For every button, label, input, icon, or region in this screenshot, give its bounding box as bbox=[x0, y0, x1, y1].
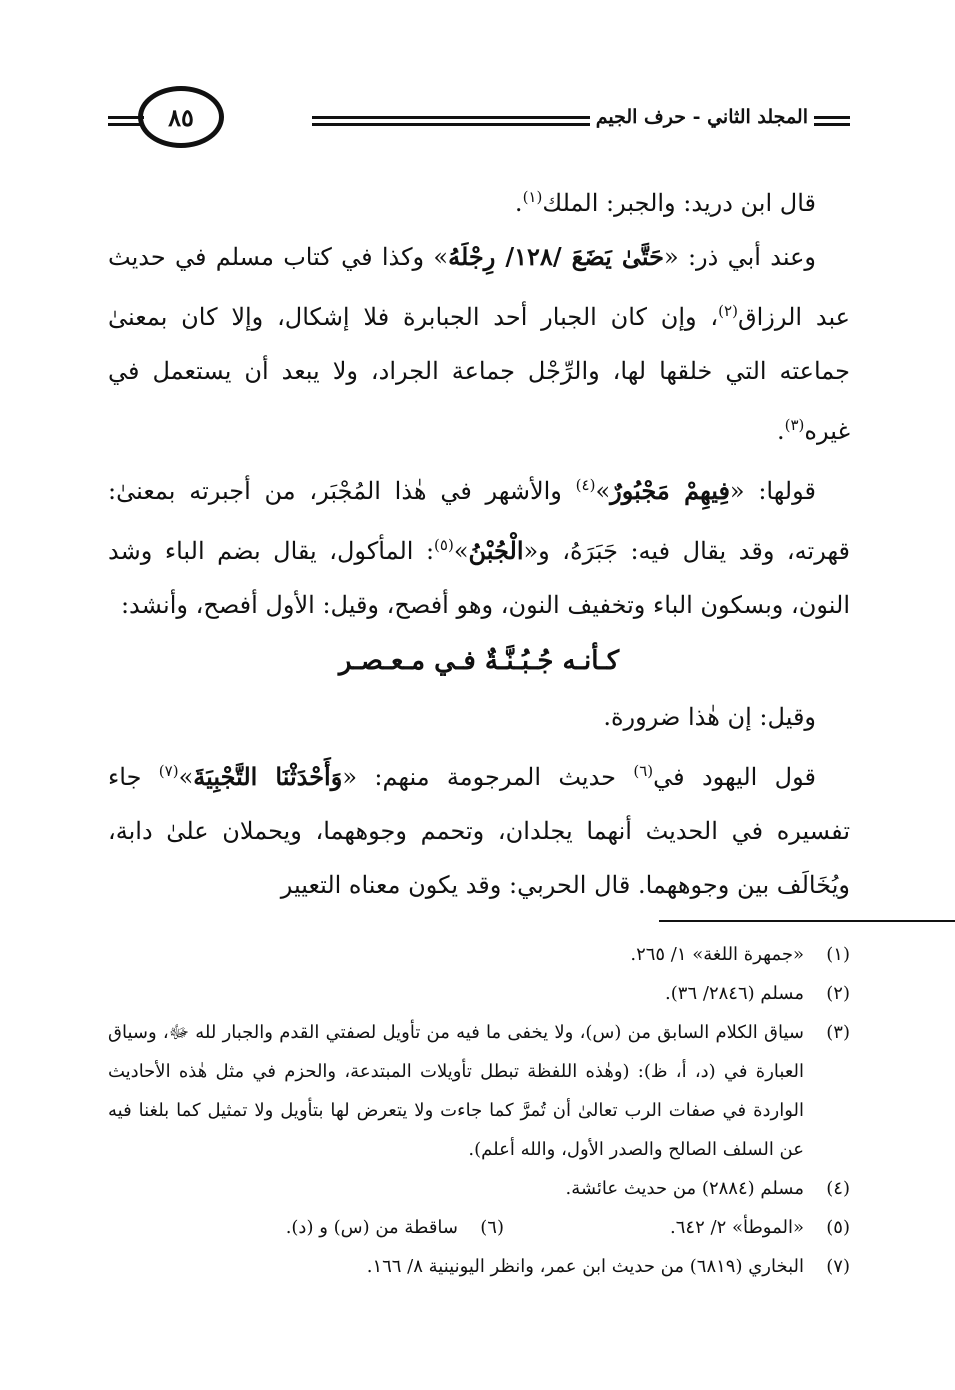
footnote-text: «جمهرة اللغة» ١/ ٢٦٥. bbox=[630, 944, 804, 965]
hadith-quote: وَأَحْدَثْنَا التَّجْبِيَةَ bbox=[193, 762, 343, 791]
paragraph-1 bbox=[108, 170, 850, 230]
footnote-ref-1: (١) bbox=[522, 188, 543, 206]
footnote-ref-7: (٧) bbox=[158, 762, 179, 780]
footnote-ref-6: (٦) bbox=[633, 762, 654, 780]
footnote-number: (٦) bbox=[480, 1217, 504, 1238]
footnote-1 bbox=[108, 935, 850, 974]
verse-line: كـأنـه جُـبُـنَّـةٌ فـي مـعـصـر bbox=[338, 646, 620, 676]
footnote-text: ساقطة من (س) و (د). bbox=[285, 1217, 458, 1238]
footnote-7 bbox=[108, 1247, 850, 1286]
footnote-number: (١) bbox=[826, 944, 850, 965]
p1-end: . bbox=[514, 189, 523, 217]
p3-text-a: قولها: « bbox=[729, 477, 816, 505]
p1-text: قال ابن دريد: والجبر: الملك bbox=[542, 189, 816, 217]
footnote-ref-2: (٢) bbox=[718, 302, 738, 320]
p2-text-c: ، وإن كان الجبار أحد الجبابرة فلا إشكال، وإلا كان بمعنىٰ جماعته التي خلقها لها، والرِّجْل جماعة الجراد، ولا يبعد أن يستعمل في غيره bbox=[108, 303, 850, 445]
hadith-quote: فِيهِمْ مَجْبُورٌ bbox=[610, 476, 730, 505]
page-number: ٨٥ bbox=[138, 86, 224, 148]
footnote-3 bbox=[108, 1013, 850, 1169]
footnote-ref-4: (٤) bbox=[575, 476, 596, 494]
paragraph-4: وقيل: إن هٰذا ضرورة. bbox=[603, 703, 816, 731]
footnote-ref-5: (٥) bbox=[434, 536, 454, 554]
header-rule-right bbox=[814, 114, 850, 129]
running-title: المجلد الثاني - حرف الجيم bbox=[595, 106, 808, 128]
footnote-number: (٢) bbox=[826, 983, 850, 1004]
header-rule-left bbox=[108, 114, 144, 129]
footnote-row-5-6 bbox=[108, 1208, 850, 1247]
p5-text-d: جاء تفسيره في الحديث أنهما يجلدان، وتحمم وجوههما، ويحملان علىٰ دابة، ويُخَالَف بين وجوههما. قال الحربي: وقد يكون معناه التعيير bbox=[108, 763, 850, 899]
footnote-text: البخاري (٦٨١٩) من حديث ابن عمر، وانظر اليونينية ٨/ ١٦٦. bbox=[366, 1256, 804, 1277]
p5-text-c: » bbox=[178, 763, 194, 791]
footnote-number: (٥) bbox=[826, 1217, 850, 1238]
paragraph-2 bbox=[108, 230, 850, 458]
footnotes bbox=[108, 935, 850, 1286]
footnote-text: مسلم (٢٨٤٦/ ٣٦). bbox=[665, 983, 804, 1004]
p2-text-a: وعند أبي ذر: « bbox=[663, 243, 816, 271]
hadith-quote: الْجُبْنُ bbox=[468, 536, 524, 565]
footnote-number: (٤) bbox=[826, 1178, 850, 1199]
p3-text-e: : المأكول، يقال بضم الباء وشد النون، وبسكون الباء وتخفيف النون، وهو أفصح، وقيل: الأول أفصح، وأنشد: bbox=[108, 537, 850, 619]
p5-text-a: قول اليهود في bbox=[653, 763, 816, 791]
footnote-ref-3: (٣) bbox=[784, 416, 805, 434]
footnote-4 bbox=[108, 1169, 850, 1208]
footnote-6 bbox=[158, 1208, 504, 1247]
p3-text-d: » bbox=[453, 537, 469, 565]
footnote-2 bbox=[108, 974, 850, 1013]
page-header bbox=[108, 84, 850, 162]
paragraph-3 bbox=[108, 458, 850, 632]
footnote-5 bbox=[504, 1208, 850, 1247]
footnote-number: (٣) bbox=[826, 1022, 850, 1043]
header-rule-middle bbox=[312, 114, 590, 129]
footnote-number: (٧) bbox=[826, 1256, 850, 1277]
footnote-text: «الموطأ» ٢/ ٦٤٢. bbox=[670, 1217, 804, 1238]
footnote-text: مسلم (٢٨٨٤) من حديث عائشة. bbox=[565, 1178, 804, 1199]
main-text bbox=[108, 170, 850, 912]
footnote-separator bbox=[659, 920, 955, 922]
p2-end: . bbox=[776, 417, 785, 445]
p5-text-b: حديث المرجومة منهم: « bbox=[342, 763, 634, 791]
p3-text-b: » bbox=[595, 477, 611, 505]
p3-text-c: والأشهر في هٰذا المُجْبَر، من أجبرته بمعنىٰ: قهرته، وقد يقال فيه: جَبَرَهُ، و« bbox=[108, 477, 851, 565]
hadith-quote: حَتَّىٰ يَضَعَ /١٢٨/ رِجْلَهُ bbox=[448, 242, 664, 271]
paragraph-5 bbox=[108, 744, 850, 912]
p2-text-b: » وكذا في كتاب مسلم في حديث عبد الرزاق bbox=[108, 243, 851, 331]
footnote-text: سياق الكلام السابق من (س)، ولا يخفى ما فيه من تأويل لصفتي القدم والجبار لله ﷻ، وسياق العبارة في (د، أ، ظ): (وهٰذه اللفظة تبطل تأويلات المبتدعة، والحزم في مثل هٰذه الأحاديث الواردة في صفات الرب تعالىٰ أن تُمرَّ كما جاءت ولا يتعرض لها بتأويل ولا تمثيل كما بلغنا فيه عن السلف الصالح والصدر الأول، والله أعلم). bbox=[108, 1022, 804, 1160]
